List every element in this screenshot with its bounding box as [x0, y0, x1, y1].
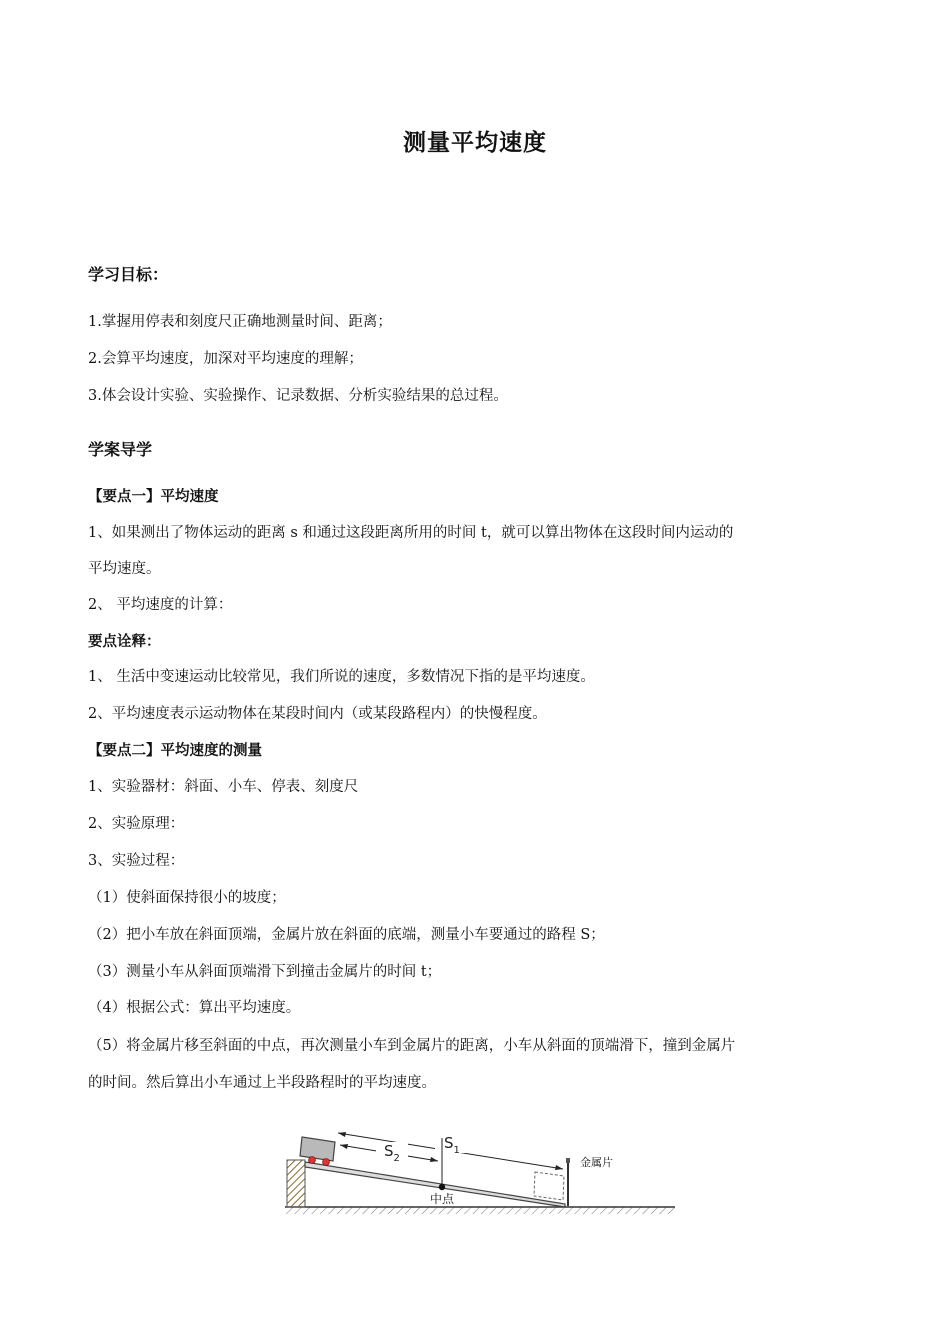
guide-heading: 学案导学 [88, 440, 153, 459]
point1-title: 【要点一】平均速度 [88, 489, 219, 505]
goal-item-3: 3.体会设计实验、实验操作、记录数据、分析实验结果的总过程。 [88, 388, 508, 404]
cart-dashed [534, 1172, 564, 1200]
point2-step-4: （4）根据公式：算出平均速度。 [88, 1000, 301, 1016]
goal-item-2: 2.会算平均速度，加深对平均速度的理解； [88, 351, 363, 367]
goal-item-1: 1.掌握用停表和刻度尺正确地测量时间、距离； [88, 314, 392, 330]
point2-step-5-cont: 的时间。然后算出小车通过上半段路程时的平均速度。 [88, 1075, 436, 1091]
s1-label: $S_1$ [444, 1134, 460, 1156]
support-block [287, 1160, 305, 1207]
metal-label: 金属片 [580, 1156, 613, 1169]
point2-step-3: （3）测量小车从斜面顶端滑下到撞击金属片的时间 t； [88, 964, 442, 980]
point1-note-title: 要点诠释： [88, 634, 161, 650]
goals-heading: 学习目标： [88, 265, 169, 284]
ground [285, 1207, 675, 1214]
page-title: 测量平均速度 [403, 130, 547, 156]
point2-step-2: （2）把小车放在斜面顶端，金属片放在斜面的底端，测量小车要通过的路程 S； [88, 927, 605, 943]
s2-label: $S_2$ [384, 1142, 400, 1164]
point2-item-3: 3、实验过程： [88, 853, 185, 869]
point2-item-1: 1、实验器材：斜面、小车、停表、刻度尺 [88, 779, 359, 795]
point2-step-5: （5）将金属片移至斜面的中点，再次测量小车到金属片的距离，小车从斜面的顶端滑下，撞到金属片 [88, 1038, 736, 1054]
incline-diagram [280, 1118, 680, 1224]
midpoint-dot [439, 1184, 445, 1190]
point1-item-1-cont: 平均速度。 [88, 561, 161, 577]
point1-note-2: 2、平均速度表示运动物体在某段时间内（或某段路程内）的快慢程度。 [88, 706, 547, 722]
midpoint-label: 中点 [430, 1192, 455, 1206]
point2-step-1: （1）使斜面保持很小的坡度； [88, 890, 286, 906]
point1-item-2: 2、 平均速度的计算： [88, 597, 233, 613]
point2-title: 【要点二】平均速度的测量 [88, 743, 262, 759]
point1-note-1: 1、 生活中变速运动比较常见，我们所说的速度，多数情况下指的是平均速度。 [88, 669, 595, 685]
point2-item-2: 2、实验原理： [88, 816, 185, 832]
point1-item-1: 1、如果测出了物体运动的距离 s 和通过这段距离所用的时间 t，就可以算出物体在这段时间内运动的 [88, 525, 734, 541]
